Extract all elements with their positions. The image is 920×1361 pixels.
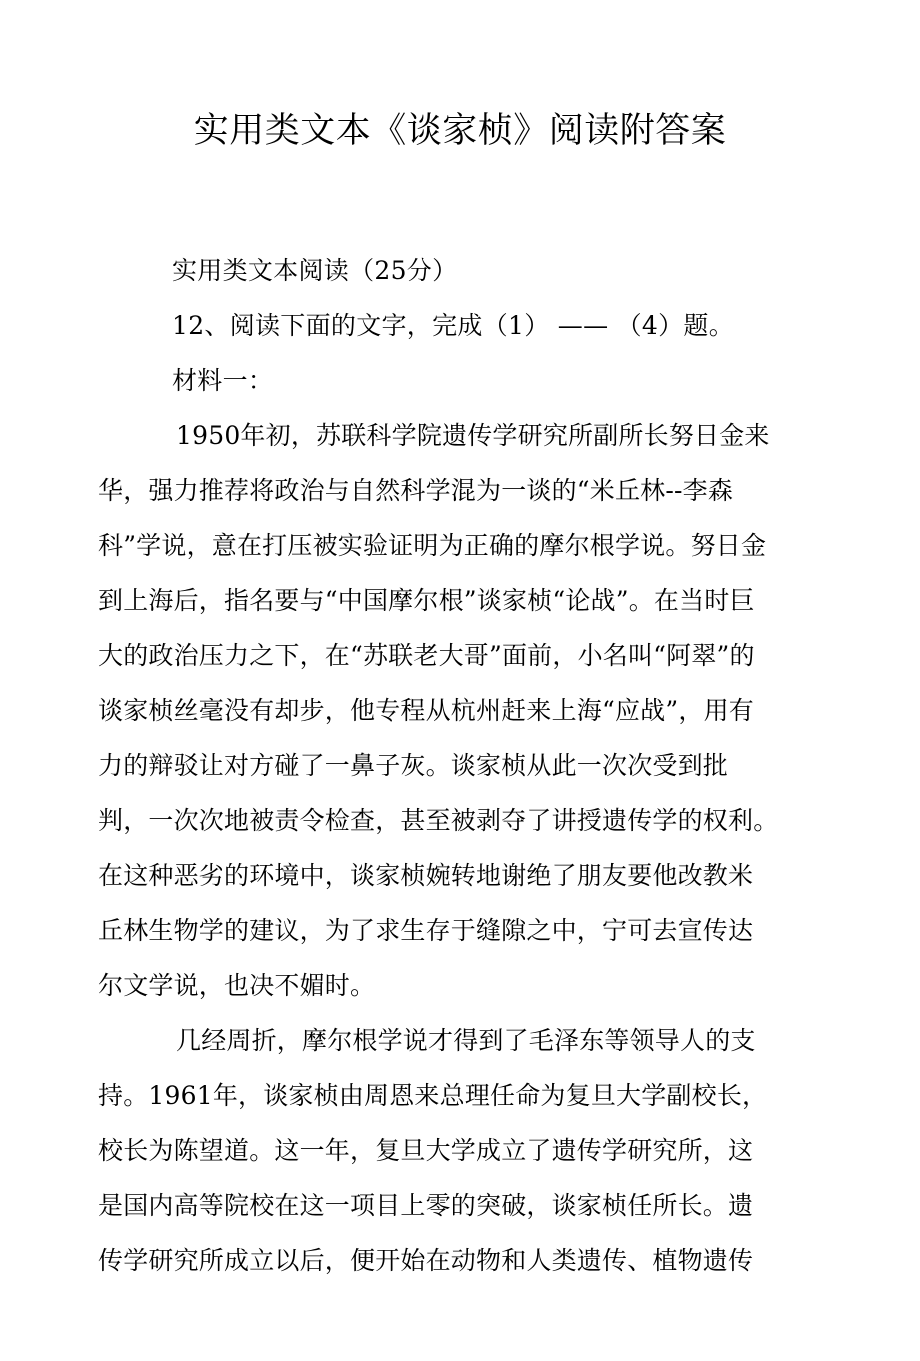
intro-block xyxy=(172,243,812,408)
body-line: 是国内高等院校在这一项目上零的突破，谈家桢任所长。遗 xyxy=(98,1191,754,1220)
body-line: 到上海后，指名要与“中国摩尔根”谈家桢“论战”。在当时巨 xyxy=(98,586,755,615)
body-line: 1950年初，苏联科学院遗传学研究所副所长努日金来 xyxy=(176,421,770,450)
intro-line: 12、阅读下面的文字，完成（1） —— （4）题。 xyxy=(172,311,735,340)
body-line: 持。1961年，谈家桢由周恩来总理任命为复旦大学副校长， xyxy=(98,1081,768,1110)
body-line: 尔文学说，也决不媚时。 xyxy=(98,971,376,1000)
intro-line: 材料一： xyxy=(172,366,274,395)
body-line: 传学研究所成立以后，便开始在动物和人类遗传、植物遗传 xyxy=(98,1246,754,1275)
body-line: 力的辩驳让对方碰了一鼻子灰。谈家桢从此一次次受到批 xyxy=(98,751,729,780)
page-title: 实用类文本《谈家桢》阅读附答案 xyxy=(193,111,727,152)
body-line: 几经周折，摩尔根学说才得到了毛泽东等领导人的支 xyxy=(176,1026,756,1055)
body-line: 华，强力推荐将政治与自然科学混为一谈的“米丘林--李森 xyxy=(98,476,734,505)
body-text-block xyxy=(98,408,798,1288)
body-line: 校长为陈望道。这一年，复旦大学成立了遗传学研究所，这 xyxy=(98,1136,754,1165)
body-line: 科”学说，意在打压被实验证明为正确的摩尔根学说。努日金 xyxy=(98,531,767,560)
body-line: 在这种恶劣的环境中，谈家桢婉转地谢绝了朋友要他改教米 xyxy=(98,861,754,890)
body-line: 谈家桢丝毫没有却步，他专程从杭州赶来上海“应战”，用有 xyxy=(98,696,754,725)
body-line: 判，一次次地被责令检查，甚至被剥夺了讲授遗传学的权利。 xyxy=(98,806,779,835)
body-line: 丘林生物学的建议，为了求生存于缝隙之中，宁可去宣传达 xyxy=(98,916,754,945)
intro-line: 实用类文本阅读（25分） xyxy=(172,256,458,285)
body-line: 大的政治压力之下，在“苏联老大哥”面前，小名叫“阿翠”的 xyxy=(98,641,755,670)
